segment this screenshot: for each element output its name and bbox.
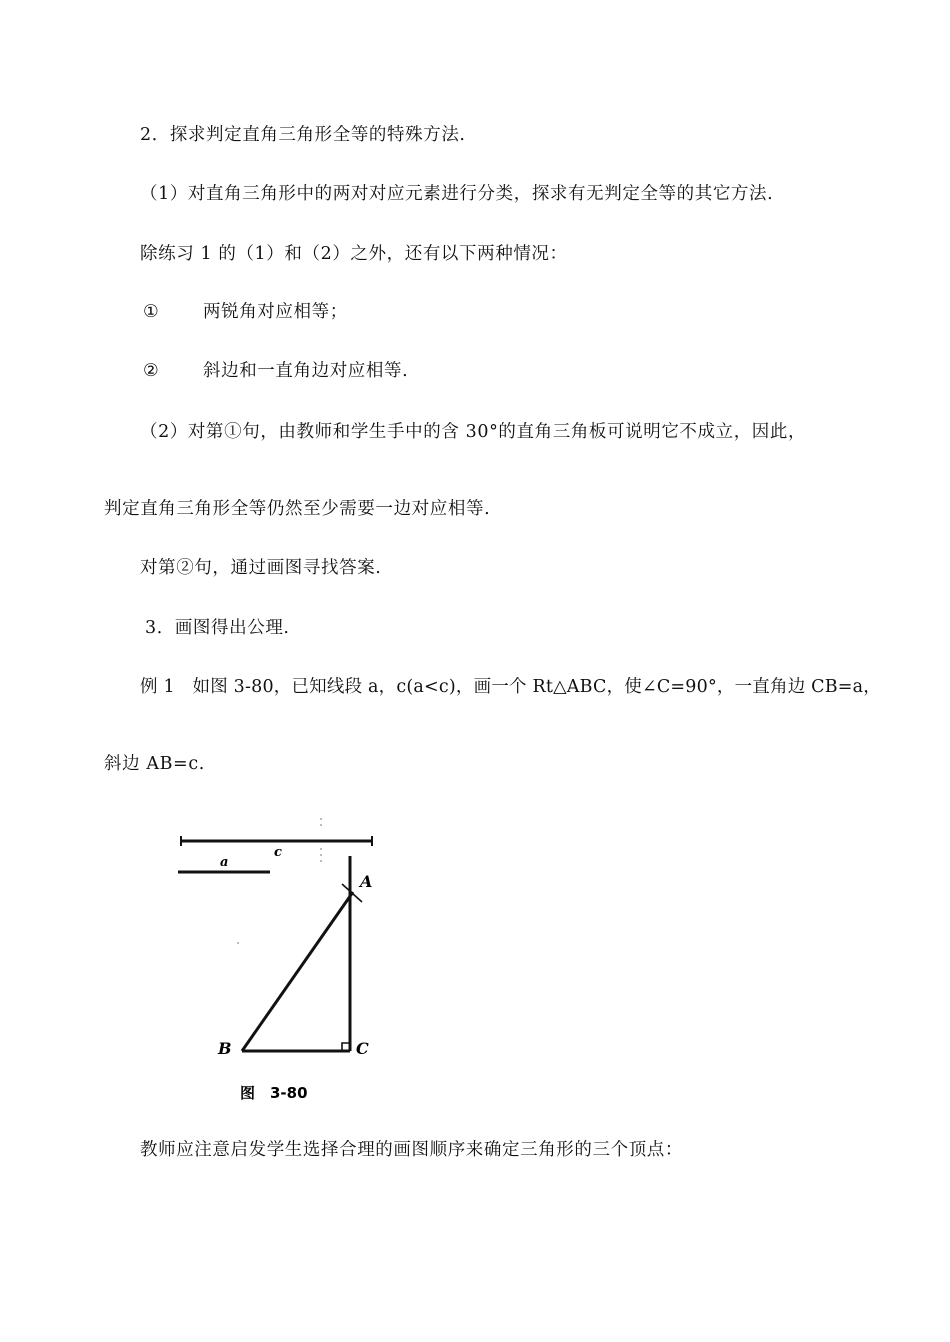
segment-c-label: c [274, 845, 282, 860]
item-2-line-2: 判定直角三角形全等仍然至少需要一边对应相等. [104, 499, 491, 519]
section-3-heading: 3．画图得出公理. [145, 618, 290, 638]
list-marker: ① [143, 302, 160, 322]
scan-speck [237, 942, 239, 944]
except-paragraph: 除练习 1 的（1）和（2）之外，还有以下两种情况： [140, 244, 568, 264]
side-AB [242, 892, 353, 1051]
item-2-line-1: （2）对第①句，由教师和学生手中的含 30°的直角三角板可说明它不成立，因此， [140, 422, 807, 442]
example-1-line-1: 例 1 如图 3-80，已知线段 a，c(a<c)，画一个 Rt△ABC，使∠C=90°，一直角边 CB=a， [140, 677, 882, 697]
arc-mark-A [342, 884, 362, 902]
example-1-line-2: 斜边 AB=c. [104, 754, 205, 774]
final-paragraph: 教师应注意启发学生选择合理的画图顺序来确定三角形的三个顶点： [140, 1140, 683, 1160]
vertex-C-label: C [356, 1039, 369, 1058]
list-item-text: 两锐角对应相等； [203, 302, 348, 322]
vertex-A-label: A [360, 872, 373, 891]
list-item-text: 斜边和一直角边对应相等. [203, 361, 409, 381]
segment-a-label: a [220, 855, 229, 870]
figure-3-80 [170, 808, 410, 1108]
vertex-B-label: B [218, 1039, 232, 1058]
list-marker: ② [143, 361, 160, 381]
item-1-paragraph: （1）对直角三角形中的两对对应元素进行分类，探求有无判定全等的其它方法. [140, 184, 774, 204]
item-2-line-3: 对第②句，通过画图寻找答案. [140, 558, 382, 578]
figure-caption: 图 3-80 [240, 1084, 308, 1102]
list-item [143, 359, 408, 383]
list-item [143, 300, 348, 324]
section-2-heading: 2．探求判定直角三角形全等的特殊方法. [140, 125, 466, 145]
